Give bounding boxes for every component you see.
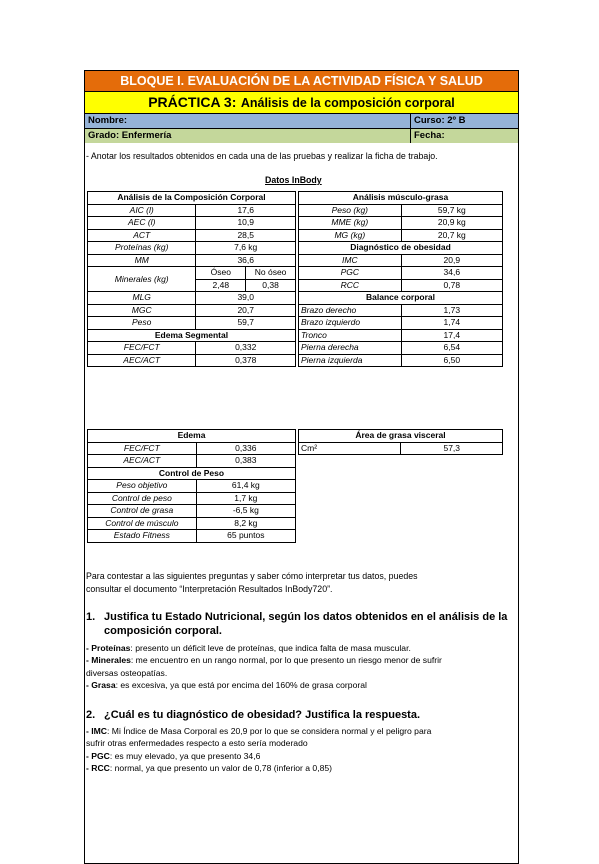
oseo-label: Óseo	[196, 267, 246, 280]
comp-label: ACT	[88, 229, 196, 242]
answer-line: diversas osteopatías.	[86, 667, 168, 678]
bal-label: Pierna izquierda	[299, 354, 402, 367]
grado-field[interactable]: Grado: Enfermería	[85, 129, 411, 143]
wc-label: Peso objetivo	[88, 480, 197, 493]
question-1-text-2: composición corporal.	[104, 625, 222, 637]
wc-label: Control de grasa	[88, 505, 197, 518]
ob-value: 20,9	[401, 254, 502, 267]
intro-text-2: consultar el documento “Interpretación Resultados InBody720”.	[86, 584, 333, 594]
fecha-field[interactable]: Fecha:	[411, 129, 518, 143]
worksheet-frame	[84, 70, 519, 864]
composition-table	[87, 191, 296, 367]
edema-seg-label: AEC/ACT	[88, 354, 196, 367]
question-1-number: 1.	[86, 611, 96, 623]
minerales-label: Minerales (kg)	[88, 267, 196, 292]
answer-line: - Grasa: es excesiva, ya que está por encima del 160% de grasa corporal	[86, 679, 367, 690]
bal-value: 1,73	[401, 304, 502, 317]
edema-segmental-title: Edema Segmental	[88, 329, 296, 342]
edema-label: AEC/ACT	[88, 455, 197, 468]
wc-value: 61,4 kg	[196, 480, 295, 493]
block-title: BLOQUE I. EVALUACIÓN DE LA ACTIVIDAD FÍSICA Y SALUD	[85, 71, 518, 92]
inbody-title: Datos InBody	[265, 175, 322, 185]
edema-table	[87, 429, 296, 543]
wc-value: -6,5 kg	[196, 505, 295, 518]
comp-label: MGC	[88, 304, 196, 317]
answer-line: - IMC: Mi Índice de Masa Corporal es 20,9 por lo que se considera normal y el peligro para	[86, 726, 432, 736]
bal-label: Brazo izquierdo	[299, 317, 402, 330]
mf-label: MME (kg)	[299, 217, 402, 230]
ob-value: 34,6	[401, 267, 502, 280]
wc-value: 65 puntos	[196, 530, 295, 543]
ob-label: PGC	[299, 267, 402, 280]
weight-control-title: Control de Peso	[88, 467, 296, 480]
visceral-value: 57,3	[401, 442, 503, 455]
practice-title: Análisis de la composición corporal	[240, 96, 455, 110]
edema-value: 0,383	[196, 455, 295, 468]
name-row	[85, 114, 518, 129]
answer-line: sufrir otras enfermedades respecto a esto sería moderado	[86, 738, 308, 749]
intro-text-1: Para contestar a las siguientes preguntas y saber cómo interpretar tus datos, puedes	[86, 571, 418, 581]
comp-label: MLG	[88, 292, 196, 305]
answer-line: - PGC: es muy elevado, ya que presento 34,6	[86, 750, 261, 761]
worksheet-content	[85, 143, 518, 863]
wc-value: 8,2 kg	[196, 517, 295, 530]
edema-seg-value: 0,332	[196, 342, 296, 355]
bal-value: 6,54	[401, 342, 502, 355]
visceral-fat-table	[298, 429, 503, 455]
wc-label: Estado Fitness	[88, 530, 197, 543]
bal-label: Pierna derecha	[299, 342, 402, 355]
question-2-answers	[86, 725, 511, 774]
comp-value: 39,0	[196, 292, 296, 305]
comp-label: MM	[88, 254, 196, 267]
practice-label: PRÁCTICA 3:	[148, 94, 237, 110]
grado-row	[85, 129, 518, 143]
edema-label: FEC/FCT	[88, 442, 197, 455]
comp-value: 17,6	[196, 204, 296, 217]
bal-label: Brazo derecho	[299, 304, 402, 317]
bal-value: 1,74	[401, 317, 502, 330]
comp-label: AEC (l)	[88, 217, 196, 230]
nombre-field[interactable]: Nombre:	[85, 114, 411, 128]
comp-label: Proteínas (kg)	[88, 242, 196, 255]
edema-title: Edema	[88, 430, 296, 443]
no-oseo-value: 0,38	[246, 279, 296, 292]
muscle-fat-table	[298, 191, 503, 367]
edema-seg-value: 0,378	[196, 354, 296, 367]
wc-label: Control de músculo	[88, 517, 197, 530]
answer-line: - RCC: normal, ya que presento un valor de 0,78 (inferior a 0,85)	[86, 762, 333, 773]
ob-label: RCC	[299, 279, 402, 292]
mf-value: 20,9 kg	[401, 217, 502, 230]
comp-value: 59,7	[196, 317, 296, 330]
wc-value: 1,7 kg	[196, 492, 295, 505]
muscle-fat-title: Análisis músculo-grasa	[299, 192, 503, 205]
bal-value: 6,50	[401, 354, 502, 367]
composition-title: Análisis de la Composición Corporal	[88, 192, 296, 205]
ob-value: 0,78	[401, 279, 502, 292]
mf-label: MG (kg)	[299, 229, 402, 242]
curso-field[interactable]: Curso: 2º B	[411, 114, 518, 128]
bal-value: 17,4	[401, 329, 502, 342]
mf-value: 20,7 kg	[401, 229, 502, 242]
answer-line: - Proteínas: presento un déficit leve de proteínas, que indica falta de masa muscular.	[86, 643, 411, 653]
comp-value: 20,7	[196, 304, 296, 317]
visceral-label: Cm²	[299, 442, 401, 455]
mf-label: Peso (kg)	[299, 204, 402, 217]
obesity-title: Diagnóstico de obesidad	[299, 242, 503, 255]
comp-label: Peso	[88, 317, 196, 330]
bal-label: Tronco	[299, 329, 402, 342]
edema-seg-label: FEC/FCT	[88, 342, 196, 355]
balance-title: Balance corporal	[299, 292, 503, 305]
comp-value: 36,6	[196, 254, 296, 267]
mf-value: 59,7 kg	[401, 204, 502, 217]
oseo-value: 2,48	[196, 279, 246, 292]
comp-value: 7,6 kg	[196, 242, 296, 255]
question-2-number: 2.	[86, 709, 96, 721]
comp-value: 10,9	[196, 217, 296, 230]
practice-title-bar	[85, 92, 518, 114]
answer-line: - Minerales: me encuentro en un rango normal, por lo que presento un riesgo menor de sufrir	[86, 655, 442, 666]
wc-label: Control de peso	[88, 492, 197, 505]
question-1-answers	[86, 642, 511, 691]
question-2-text: ¿Cuál es tu diagnóstico de obesidad? Justifica la respuesta.	[104, 709, 421, 721]
question-1-text: Justifica tu Estado Nutricional, según los datos obtenidos en el análisis de la	[104, 611, 508, 623]
edema-value: 0,336	[196, 442, 295, 455]
visceral-title: Área de grasa visceral	[299, 430, 503, 443]
comp-value: 28,5	[196, 229, 296, 242]
instructions: - Anotar los resultados obtenidos en cada una de las pruebas y realizar la ficha de trabajo.	[86, 151, 438, 161]
no-oseo-label: No óseo	[246, 267, 296, 280]
ob-label: IMC	[299, 254, 402, 267]
comp-label: AIC (l)	[88, 204, 196, 217]
